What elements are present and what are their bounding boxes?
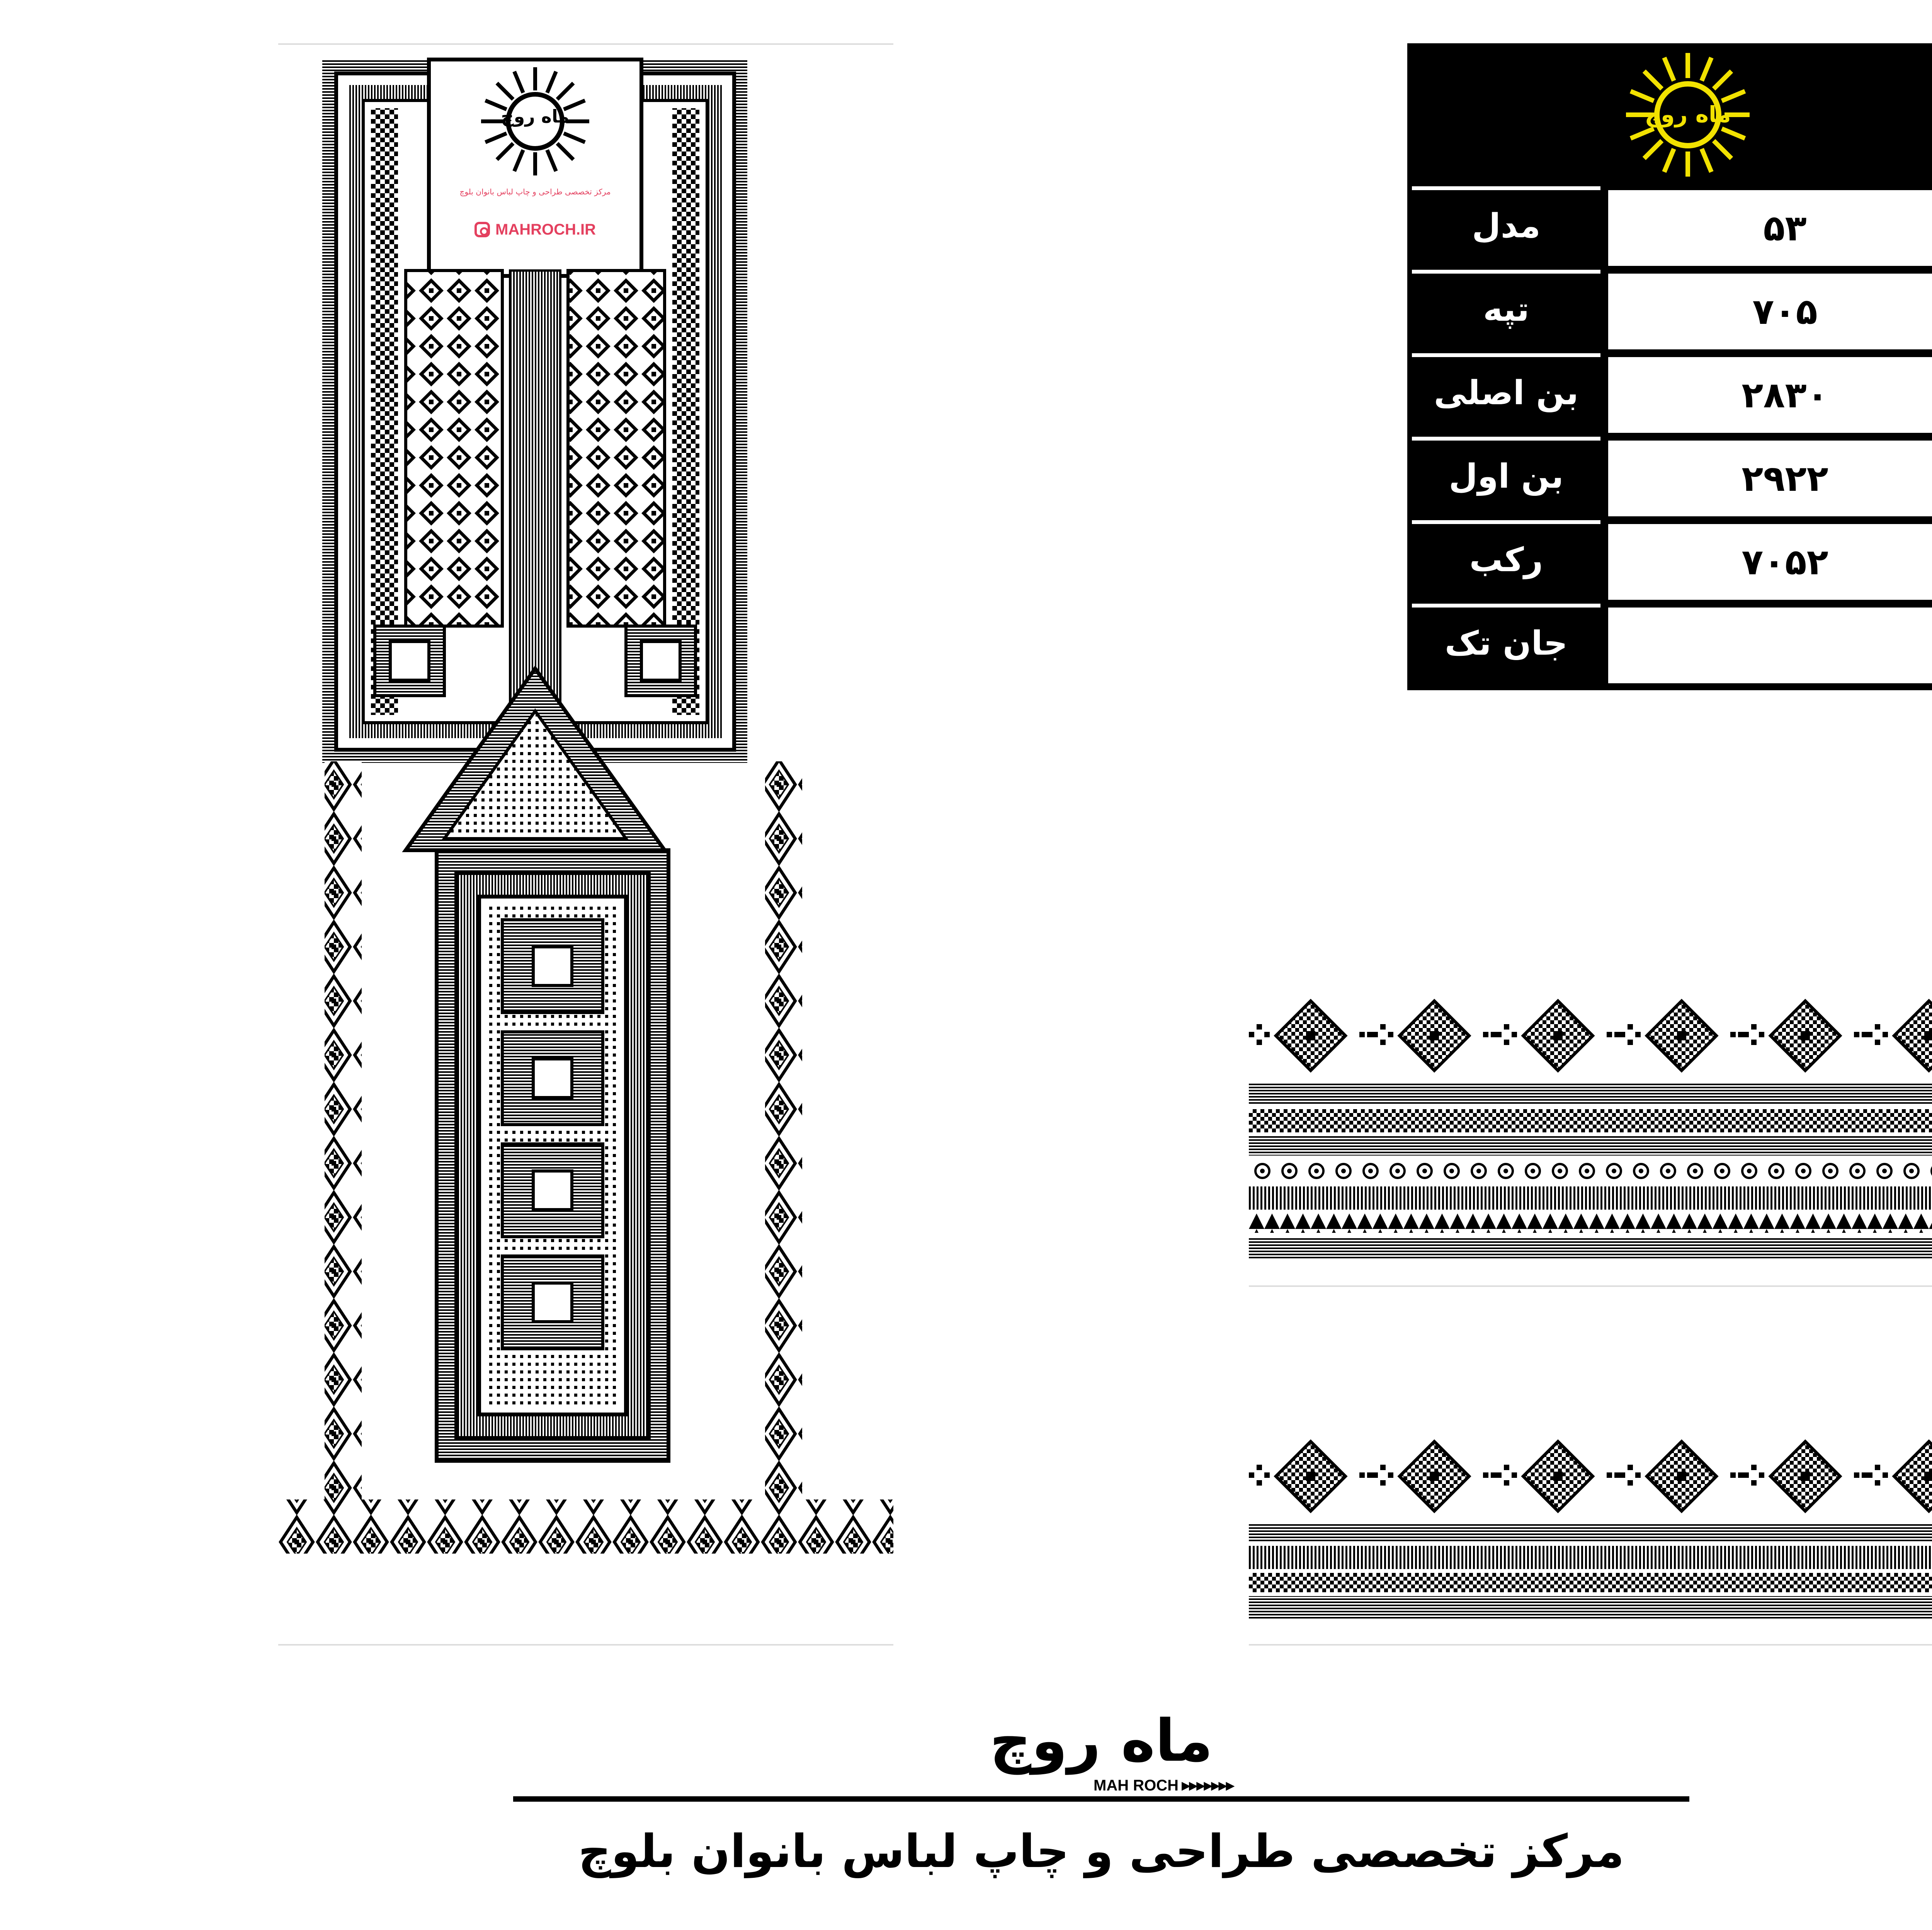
spec-value-rokab: ۷۰۵۲ bbox=[1608, 524, 1932, 600]
spec-table-logo bbox=[1407, 43, 1932, 186]
instagram-icon bbox=[474, 222, 490, 237]
footer-brand-en: MAH ROCH ▶▶▶▶▶▶▶ bbox=[1094, 1777, 1233, 1794]
footer-tagline: مرکز تخصصی طراحی و چاپ لباس بانوان بلوچ bbox=[578, 1824, 1624, 1878]
spec-label-tape: تپه bbox=[1412, 270, 1600, 345]
chevrons-icon: ▶▶▶▶▶▶▶ bbox=[1181, 1779, 1233, 1792]
neck-logo-website: MAHROCH.IR bbox=[471, 218, 599, 241]
garment-front-pattern bbox=[278, 54, 893, 1639]
spec-label-rokab: رکب bbox=[1412, 520, 1600, 596]
border-2-bottom-rule bbox=[1249, 1644, 1932, 1646]
spec-value-jantak bbox=[1608, 608, 1932, 683]
spec-value-model: ۵۳ bbox=[1608, 190, 1932, 266]
border-strip-2 bbox=[1249, 1438, 1932, 1631]
spec-label-main-base: بن اصلی bbox=[1412, 353, 1600, 429]
neck-logo-brand: ماه روچ bbox=[501, 106, 570, 127]
neck-logo-block bbox=[429, 60, 641, 276]
footer-divider bbox=[513, 1796, 1689, 1802]
spec-value-first-base: ۲۹۲۲ bbox=[1608, 441, 1932, 516]
spec-logo-text: ماه روچ bbox=[1645, 101, 1731, 128]
spec-label-jantak: جان تک bbox=[1412, 604, 1600, 679]
border-1-bottom-rule bbox=[1249, 1285, 1932, 1287]
neck-logo-caption: مرکز تخصصی طراحی و چاپ لباس بانوان بلوچ bbox=[459, 187, 611, 196]
spec-value-tape: ۷۰۵ bbox=[1608, 274, 1932, 349]
panel-bottom-rule bbox=[278, 1644, 893, 1646]
spec-label-model: مدل bbox=[1412, 186, 1600, 262]
spec-table bbox=[1407, 43, 1932, 690]
footer-brand-logo bbox=[966, 1708, 1236, 1797]
spec-value-main-base: ۲۸۳۰ bbox=[1608, 357, 1932, 433]
footer-brand-fa: ماه روچ bbox=[990, 1707, 1213, 1775]
spec-label-first-base: بن اول bbox=[1412, 437, 1600, 512]
border-strip-1 bbox=[1249, 997, 1932, 1268]
panel-top-rule bbox=[278, 43, 893, 45]
